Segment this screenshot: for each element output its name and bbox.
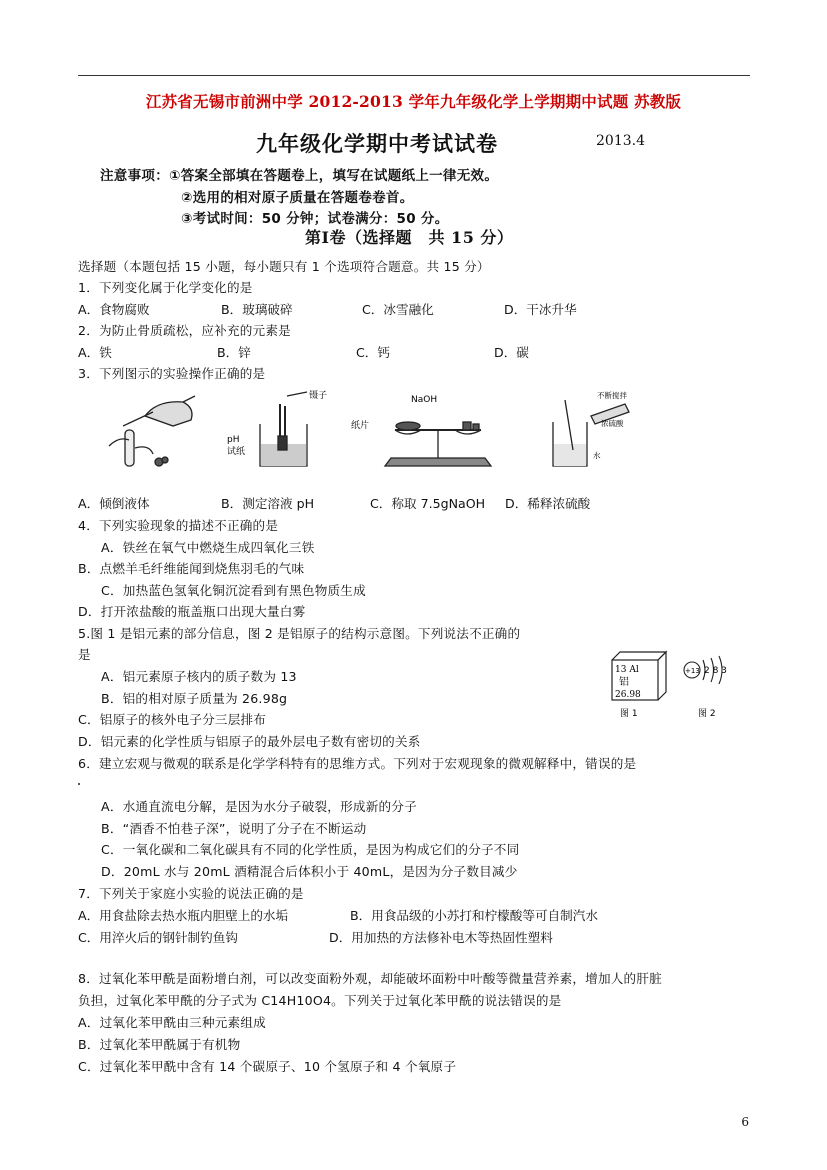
q3-option-b: B．测定溶液 pH <box>221 496 315 511</box>
q2-option-d: D．碳 <box>494 345 529 360</box>
page-number: 6 <box>741 1115 749 1129</box>
notice-line-3: ③考试时间：50 分钟；试卷满分：50 分。 <box>181 211 449 227</box>
q3-figures <box>95 386 735 478</box>
q5-option-c: C．铝原子的核外电子分三层排布 <box>78 712 267 727</box>
fig-d-label-stir: 不断搅拌 <box>597 391 627 400</box>
q5-figures <box>606 650 736 722</box>
q2-option-c: C．钙 <box>356 345 390 360</box>
q8-option-c: C．过氧化苯甲酰中含有 14 个碳原子、10 个氢原子和 4 个氧原子 <box>78 1059 457 1074</box>
q3-option-a: A．倾倒液体 <box>78 496 150 511</box>
q1-option-c: C．冰雪融化 <box>362 302 434 317</box>
exam-title: 九年级化学期中考试试卷 <box>256 131 498 156</box>
shell-electrons: 2 8 3 <box>704 666 727 676</box>
stray-mark <box>78 783 80 785</box>
q6-stem: 6．建立宏观与微观的联系是化学学科特有的思维方式。下列对于宏观现象的微观解释中，错误的是 <box>78 756 637 771</box>
q6-option-d: D．20mL 水与 20mL 酒精混合后体积小于 40mL，是因为分子数目减少 <box>101 864 518 879</box>
figure-balance <box>385 422 491 466</box>
exam-date: 2013.4 <box>596 133 645 149</box>
figure-1-label: 图 1 <box>620 709 638 719</box>
q7-stem: 7．下列关于家庭小实验的说法正确的是 <box>78 886 304 901</box>
q7-option-b: B．用食品级的小苏打和柠檬酸等可自制汽水 <box>350 908 598 923</box>
q6-option-a: A．水通直流电分解，是因为水分子破裂，形成新的分子 <box>101 799 417 814</box>
q8-stem-cont: 负担，过氧化苯甲酰的分子式为 C14H10O4。下列关于过氧化苯甲酰的说法错误的是 <box>78 993 562 1008</box>
q1-option-a: A．食物腐败 <box>78 302 150 317</box>
q8-option-b: B．过氧化苯甲酰属于有机物 <box>78 1037 241 1052</box>
q4-option-c: C．加热蓝色氢氧化铜沉淀看到有黑色物质生成 <box>101 583 366 598</box>
figure-2-label: 图 2 <box>698 709 716 719</box>
q7-option-a: A．用食盐除去热水瓶内胆壁上的水垢 <box>78 908 289 923</box>
element-number-symbol: 13 Al <box>615 665 639 675</box>
figure-pouring-liquid <box>109 396 195 466</box>
fig-b-label-paper: 试纸 <box>227 447 246 457</box>
q7-option-d: D．用加热的方法修补电木等热固性塑料 <box>329 930 553 945</box>
fig-b-label-ph: pH <box>227 435 240 445</box>
exam-header <box>100 128 660 250</box>
q1-option-d: D．干冰升华 <box>504 302 577 317</box>
q8-option-a: A．过氧化苯甲酰由三种元素组成 <box>78 1015 266 1030</box>
q4-option-b: B．点燃羊毛纤维能闻到烧焦羽毛的气味 <box>78 561 305 576</box>
q2-stem: 2．为防止骨质疏松，应补充的元素是 <box>78 323 291 338</box>
q5-stem: 5.图 1 是铝元素的部分信息，图 2 是铝原子的结构示意图。下列说法不正确的 <box>78 626 521 641</box>
document-title: 江苏省无锡市前洲中学 2012-2013 学年九年级化学上学期期中试题 苏教版 <box>145 92 682 111</box>
q4-option-d: D．打开浓盐酸的瓶盖瓶口出现大量白雾 <box>78 604 306 619</box>
notice-line-1: 注意事项：①答案全部填在答题卷上，填写在试题纸上一律无效。 <box>100 168 499 184</box>
q3-option-c: C．称取 7.5gNaOH <box>370 496 486 511</box>
figure-ph-test <box>260 392 307 466</box>
q2-option-a: A．铁 <box>78 345 112 360</box>
fig-b-label-tweezers: 镊子 <box>309 391 328 401</box>
element-name: 铝 <box>619 677 629 688</box>
q5-stem-cont: 是 <box>78 647 91 662</box>
section-intro: 选择题（本题包括 15 小题，每小题只有 1 个选项符合题意。共 15 分） <box>78 259 490 274</box>
q3-option-d: D．稀释浓硫酸 <box>505 496 591 511</box>
nucleus-label: +13 <box>685 667 700 675</box>
q6-option-b: B．“酒香不怕巷子深”，说明了分子在不断运动 <box>101 821 367 836</box>
q7-option-c: C．用淬火后的钢针制钓鱼钩 <box>78 930 238 945</box>
q5-option-a: A．铝元素原子核内的质子数为 13 <box>101 669 297 684</box>
fig-d-label-acid: 浓硫酸 <box>601 419 624 428</box>
q1-stem: 1．下列变化属于化学变化的是 <box>78 280 253 295</box>
part-title: 第Ⅰ卷（选择题 共 15 分） <box>305 228 514 247</box>
q2-option-b: B．锌 <box>217 345 251 360</box>
q4-stem: 4．下列实验现象的描述不正确的是 <box>78 518 279 533</box>
q5-option-d: D．铝元素的化学性质与铝原子的最外层电子数有密切的关系 <box>78 734 421 749</box>
fig-d-label-water: 水 <box>593 451 601 460</box>
element-mass: 26.98 <box>615 690 641 700</box>
q4-option-a: A．铁丝在氧气中燃烧生成四氧化三铁 <box>101 540 315 555</box>
fig-c-label-naoh: NaOH <box>411 395 438 405</box>
q1-option-b: B．玻璃破碎 <box>221 302 293 317</box>
fig-c-label-paper: 纸片 <box>351 421 370 431</box>
q5-option-b: B．铝的相对原子质量为 26.98g <box>101 691 288 706</box>
top-rule <box>78 75 750 76</box>
q6-option-c: C．一氧化碳和二氧化碳具有不同的化学性质，是因为构成它们的分子不同 <box>101 842 520 857</box>
q8-stem: 8．过氧化苯甲酰是面粉增白剂，可以改变面粉外观，却能破坏面粉中叶酸等微量营养素，增加人的肝脏 <box>78 971 662 986</box>
figure-dilute-acid <box>553 400 629 466</box>
q3-stem: 3．下列图示的实验操作正确的是 <box>78 366 266 381</box>
notice-line-2: ②选用的相对原子质量在答题卷卷首。 <box>181 190 414 206</box>
